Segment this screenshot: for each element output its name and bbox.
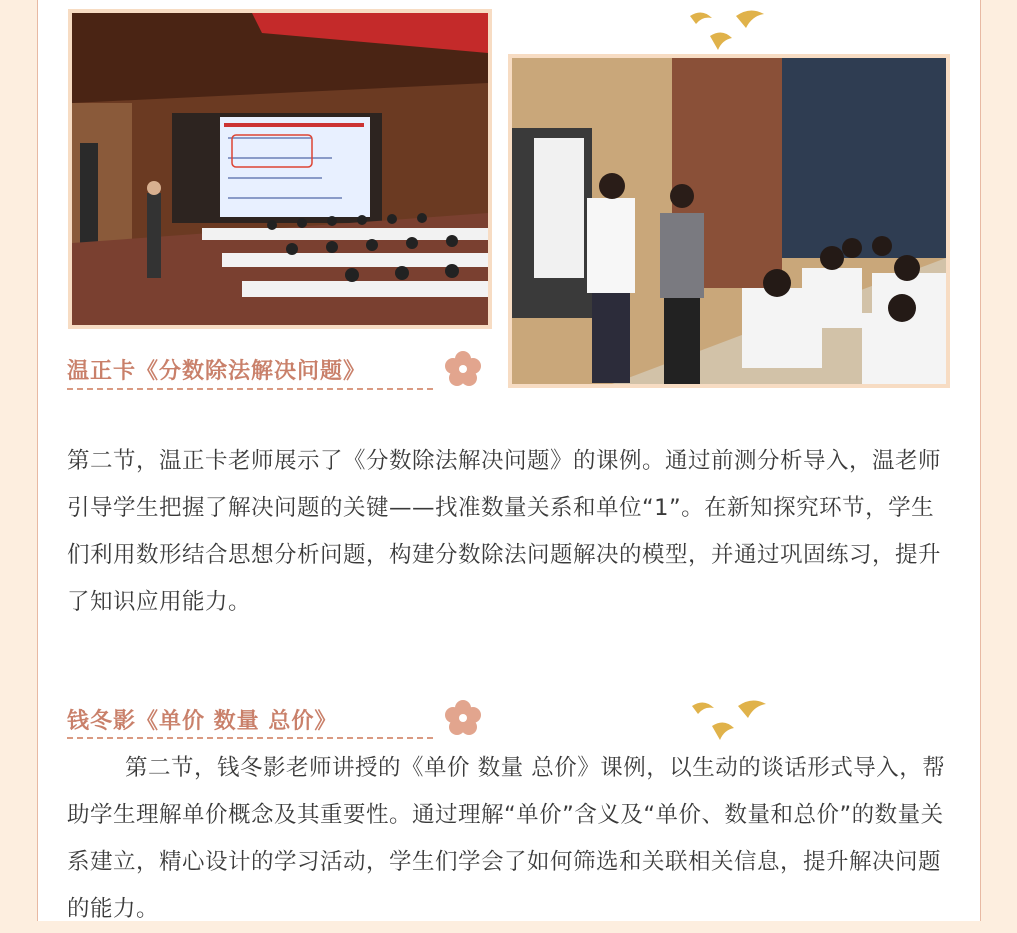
section-2-paragraph: 第二节，钱冬影老师讲授的《单价 数量 总价》课例，以生动的谈话形式导入，帮助学生理解单价概念及其重要性。通过理解“单价”含义及“单价、数量和总价”的数量关系建立，精心设计的学习活动，学生们学会了如何筛选和关联相关信息，提升解决问题的能力。 bbox=[67, 755, 946, 922]
birds-icon bbox=[688, 6, 772, 56]
flower-icon bbox=[443, 349, 483, 389]
section-2-heading: 钱冬影《单价 数量 总价》 bbox=[67, 709, 338, 734]
section-1-divider bbox=[67, 388, 433, 390]
classroom-photo-2 bbox=[508, 54, 950, 388]
section-1-heading: 温正卡《分数除法解决问题》 bbox=[67, 359, 367, 384]
birds-icon bbox=[690, 696, 774, 746]
section-1-paragraph: 第二节，温正卡老师展示了《分数除法解决问题》的课例。通过前测分析导入，温老师引导学生把握了解决问题的关键——找准数量关系和单位“1”。在新知探究环节，学生们利用数形结合思想分析问题，构建分数除法问题解决的模型，并通过巩固练习，提升了知识应用能力。 bbox=[67, 448, 942, 615]
classroom-photo-1 bbox=[68, 9, 492, 329]
flower-icon bbox=[443, 698, 483, 738]
section-2-divider bbox=[67, 737, 433, 739]
